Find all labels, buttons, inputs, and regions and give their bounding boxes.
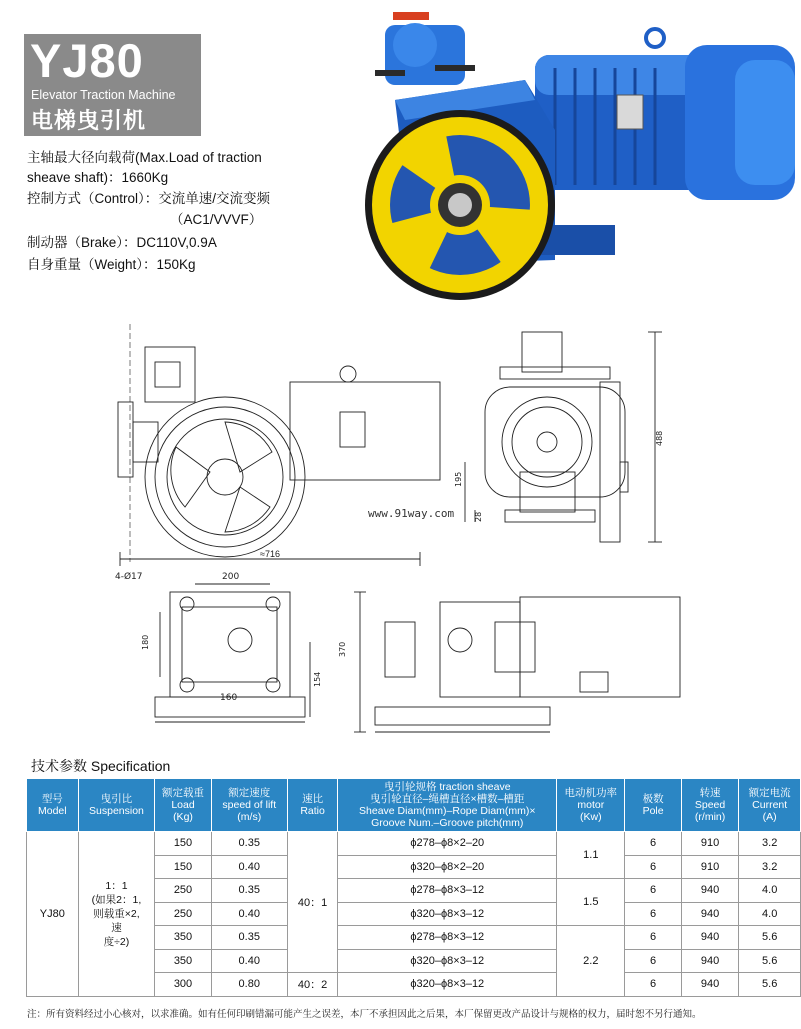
header-current: 额定电流 Current (A) [739,779,801,832]
spec-control-2: （AC1/VVVF） [170,212,263,227]
cell-load: 150 [155,855,211,879]
table-row [27,832,801,856]
cell-load: 250 [155,879,211,903]
spec-max-load-2: sheave shaft)：1660Kg [27,170,169,185]
cell-pole: 6 [625,926,681,950]
dim-180-label: 180 [141,634,150,650]
model-title: YJ80 [30,34,144,87]
cell-current: 3.2 [739,832,801,856]
spec-table [26,778,801,997]
technical-drawings [110,322,800,742]
dim-200-label: 200 [222,572,240,582]
cell-current: 4.0 [739,902,801,926]
cell-speed: 0.35 [211,926,287,950]
dim-195-label: 195 [454,471,463,487]
cell-model: YJ80 [27,832,79,997]
cell-rpm: 940 [681,879,739,903]
cell-rpm: 940 [681,973,739,997]
cell-sheave: ϕ278–ϕ8×3–12 [338,926,557,950]
cell-ratio: 40：1 [287,832,338,973]
cell-speed: 0.35 [211,879,287,903]
cell-motor: 1.5 [557,879,625,926]
dim-716-label: ≈716 [260,549,280,559]
cell-current: 3.2 [739,855,801,879]
cell-load: 350 [155,949,211,973]
cell-sheave: ϕ278–ϕ8×3–12 [338,879,557,903]
cell-rpm: 940 [681,902,739,926]
header-motor: 电动机功率 motor (Kw) [557,779,625,832]
cell-load: 350 [155,926,211,950]
traction-machine-photo [355,0,800,305]
cell-rpm: 910 [681,832,739,856]
cell-speed: 0.40 [211,855,287,879]
front-view-drawing [118,324,440,566]
cell-speed: 0.80 [211,973,287,997]
spec-control-1: 控制方式（Control）：交流单速/交流变频 [27,191,271,206]
cell-speed: 0.40 [211,902,287,926]
dim-370-label: 370 [338,641,347,657]
spec-max-load-1: 主轴最大径向载荷(Max.Load of traction [27,150,262,165]
english-subtitle: Elevator Traction Machine [31,88,176,102]
header-model: 型号 Model [27,779,79,832]
cell-load: 250 [155,902,211,926]
cell-sheave: ϕ320–ϕ8×3–12 [338,902,557,926]
header-speed: 额定速度 speed of lift (m/s) [211,779,287,832]
dim-28-label: 28 [474,511,483,522]
cell-pole: 6 [625,949,681,973]
header-load: 额定载重 Load (Kg) [155,779,211,832]
cell-load: 300 [155,973,211,997]
cell-pole: 6 [625,902,681,926]
cell-current: 5.6 [739,926,801,950]
header-pole: 极数 Pole [625,779,681,832]
spec-heading: 技术参数 Specification [31,758,171,774]
dim-488-label: 488 [655,430,664,446]
cell-sheave: ϕ320–ϕ8×2–20 [338,855,557,879]
cell-rpm: 940 [681,926,739,950]
cell-speed: 0.40 [211,949,287,973]
cell-current: 5.6 [739,973,801,997]
cell-rpm: 940 [681,949,739,973]
footnote: 注：所有资料经过小心核对，以求准确。如有任何印刷错漏可能产生之误差，本厂不承担因此之后果，本厂保留更改产品设计与规格的权力，届时恕不另行通知。 [27,1009,702,1020]
cell-speed: 0.35 [211,832,287,856]
spec-weight: 自身重量（Weight）：150Kg [27,257,196,272]
cell-rpm: 910 [681,855,739,879]
cell-current: 5.6 [739,949,801,973]
watermark-url: www.91way.com [368,507,455,520]
cell-pole: 6 [625,879,681,903]
header-suspension: 曳引比 Suspension [78,779,155,832]
header-sheave: 曳引轮规格 traction sheave 曳引轮直径–绳槽直径×槽数–槽距 Sheave Diam(mm)–Rope Diam(mm)× Groove Num.–Groove pitch(mm) [338,779,557,832]
chinese-subtitle: 电梯曳引机 [31,109,147,134]
top-view-drawing [354,592,680,732]
cell-motor: 2.2 [557,926,625,997]
cell-ratio: 40：2 [287,973,338,997]
cell-pole: 6 [625,855,681,879]
cell-current: 4.0 [739,879,801,903]
cell-sheave: ϕ320–ϕ8×3–12 [338,973,557,997]
cell-pole: 6 [625,973,681,997]
dim-160-label: 160 [220,693,238,703]
cell-sheave: ϕ320–ϕ8×3–12 [338,949,557,973]
cell-suspension: 1：1 (如果2：1, 则载重×2, 速 度÷2) [78,832,155,997]
header-ratio: 速比 Ratio [287,779,338,832]
dim-154-label: 154 [313,671,322,687]
dim-4-017-label: 4-Ø17 [115,572,143,582]
header-rpm: 转速 Speed (r/min) [681,779,739,832]
cell-load: 150 [155,832,211,856]
cell-pole: 6 [625,832,681,856]
cell-sheave: ϕ278–ϕ8×2–20 [338,832,557,856]
side-view-drawing [465,332,662,542]
cell-motor: 1.1 [557,832,625,879]
spec-brake: 制动器（Brake）：DC110V,0.9A [27,235,217,250]
